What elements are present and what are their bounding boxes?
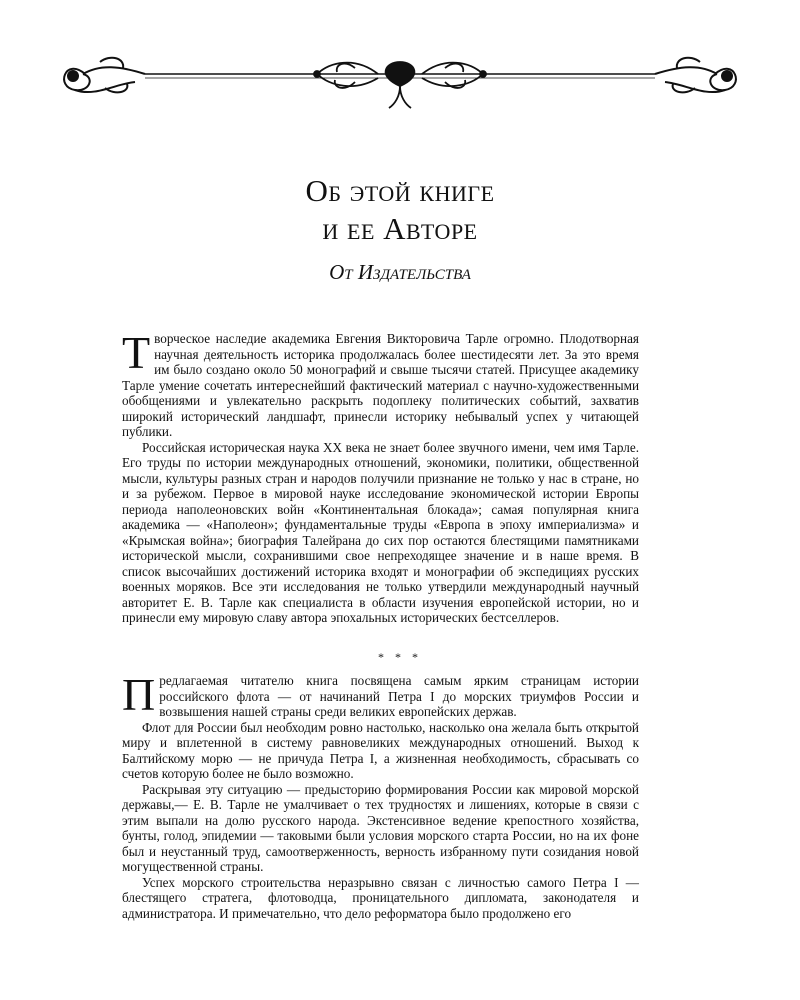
right-scroll-ornament [655, 58, 736, 93]
text-block-1 [122, 327, 639, 626]
page-subtitle: От Издательства [329, 260, 471, 284]
center-flourish-ornament [314, 62, 486, 108]
drop-cap: Т [122, 327, 151, 378]
drop-cap: П [122, 669, 156, 720]
header-ornament [55, 52, 745, 112]
page-title-line-1: Об этой книге [305, 173, 495, 208]
paragraph: Раскрывая эту ситуацию — предысторию формирования России как мировой морской державы,— Е. В. Тарле не умалчивает о тех трудностях и лишениях, которые в связи с этим выпали на долю русского народа. Экстенсивное ведение крепостного хозяйства, бунты, голод, эпидемии — таковыми были условия морского старта России, но на их фоне был и неустанный труд, самоотверженность, верность избранному пути созидания новой могущественной страны. [122, 781, 639, 874]
paragraph: Российская историческая наука XX века не знает более звучного имени, чем имя Тарле. Его труды по истории международных отношений, экономики, политики, общественной мысли, культуры разных стран и народов получили признание не только у нас в стране, но и за рубежом. Первое в мировой науке исследование экономической истории Европы периода наполеоновских войн «Континентальная блокада»; самая популярная книга академика — «Наполеон»; фундаментальные труды «Европа в эпоху империализма» и «Крымская война»; биография Талейрана до сих пор остаются блестящими памятниками исторической мысли, сохранившими свое непреходящее значение и в наше время. В список высочайших достижений историка входят и монографии об экспедициях русских военных моряков. Все эти исследования не только утвердили международный научный авторитет Е. В. Тарле как специалиста в области изучения европейской истории, но и принесли ему мировую славу автора эпохальных исторических бестселлеров. [122, 439, 639, 625]
section-separator: * * * [378, 650, 422, 664]
paragraph: Творческое наследие академика Евгения Викторовича Тарле огромно. Плодотворная научная деятельность историка продолжалась более шестидесяти лет. За это время им было создано около 50 монографий и свыше тысячи статей. Присущее академику Тарле умение сочетать интереснейший фактический материал с научно-художественными обобщениями и увлекательно раскрыть подоплеку политических событий, захватив широкий исторический ландшафт, принесли историку небывалый успех у читающей публики. [122, 327, 639, 439]
left-scroll-ornament [64, 58, 145, 93]
paragraph: Предлагаемая читателю книга посвящена самым ярким страницам истории российского флота — от начинаний Петра I до морских триумфов России и возвышения нашей страны среди великих европейских держав. [122, 669, 639, 720]
text-block-2 [122, 669, 639, 921]
paragraph: Флот для России был необходим ровно настолько, насколько она желала быть открытой миру и вплетенной в систему равновеликих международных отношений. Выход к Балтийскому морю — не причуда Петра I, а жизненная необходимость, сбрасывать со счетов которую более не было возможно. [122, 719, 639, 781]
page-title-line-2: и ее Авторе [322, 211, 478, 246]
paragraph: Успех морского строительства неразрывно связан с личностью самого Петра I — блестящего стратега, флотоводца, проницательного дипломата, законодателя и администратора. И примечательно, что дело реформатора было продолжено его [122, 874, 639, 921]
